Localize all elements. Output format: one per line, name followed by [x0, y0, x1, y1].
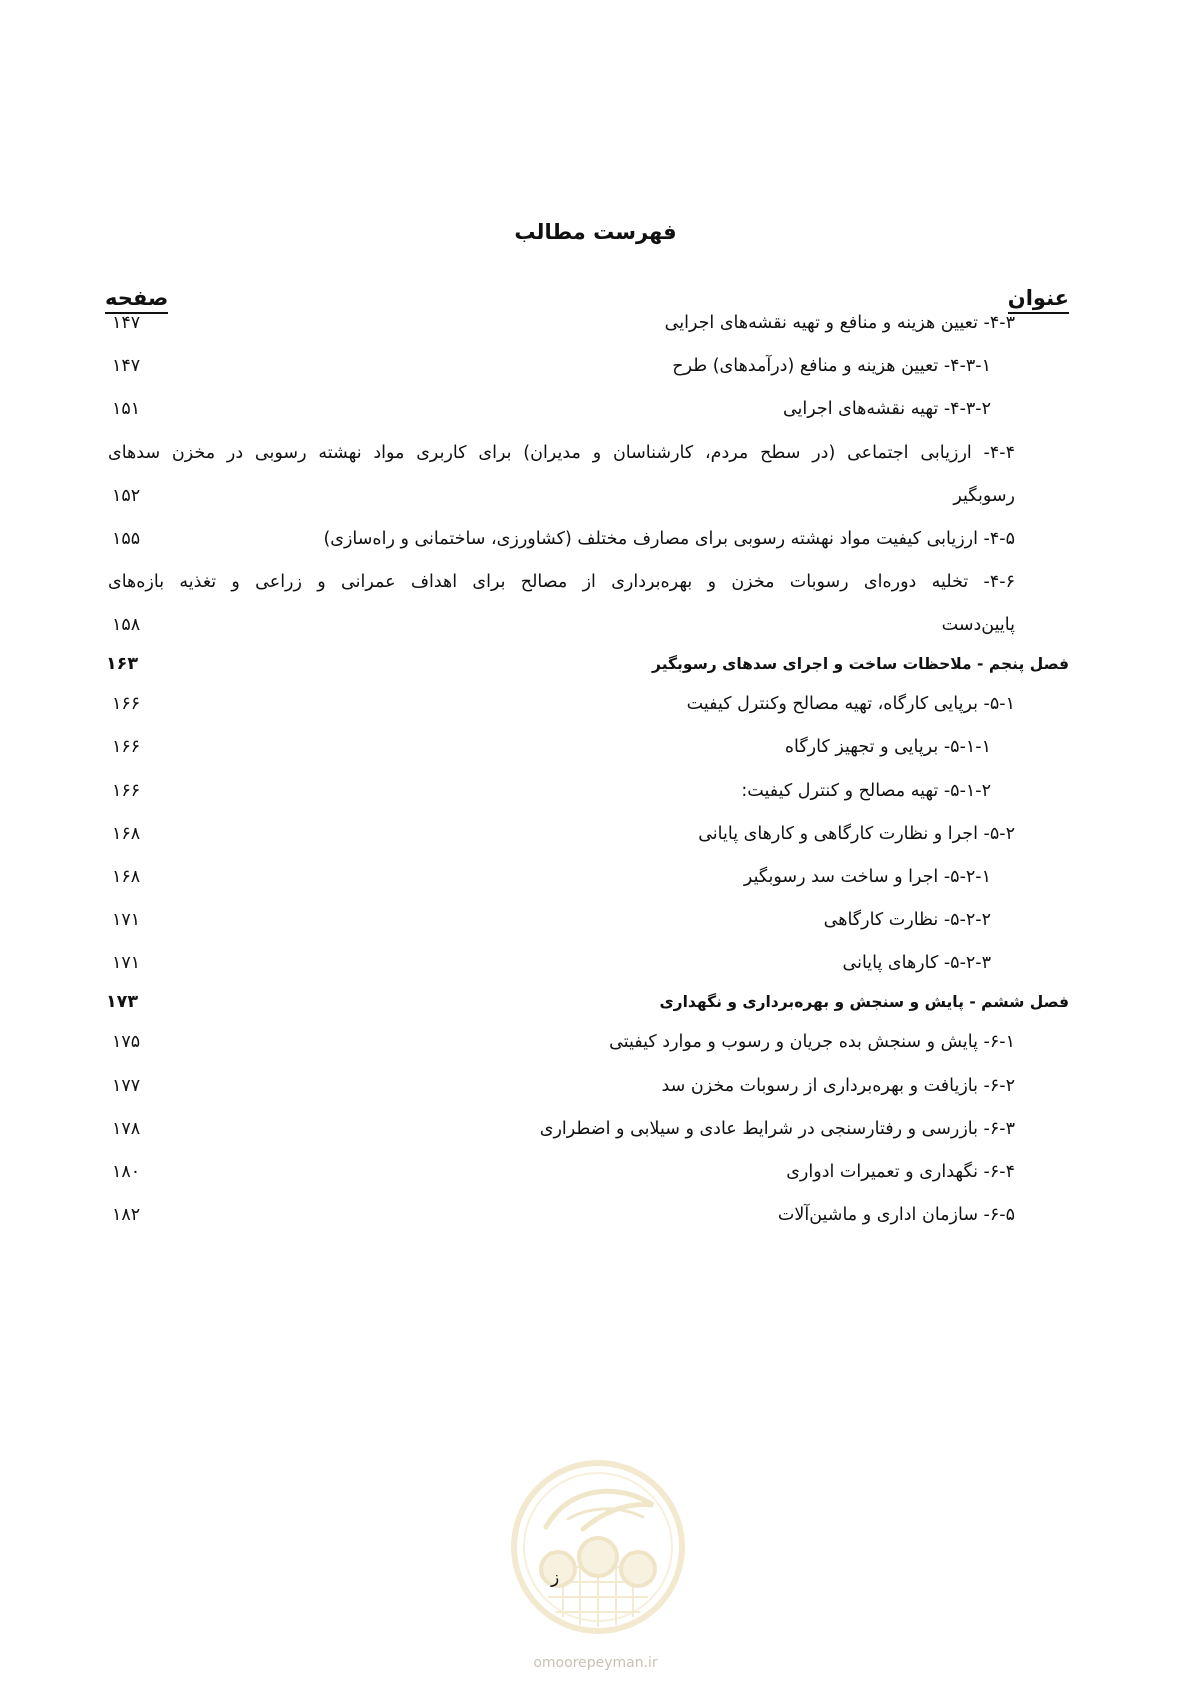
toc-entry-page: ۱۸۲ [112, 1205, 141, 1225]
toc-entry-label: ۵-۲- اجرا و نظارت کارگاهی و کارهای پایانی [698, 824, 1015, 844]
toc-entry-page: ۱۶۶ [112, 737, 141, 757]
toc-chapter-page: ۱۶۳ [106, 654, 139, 674]
toc-entry-label: ۶-۳- بازرسی و رفتارسنجی در شرایط عادی و سیلابی و اضطراری [539, 1119, 1015, 1139]
toc-entry-label: ۴-۳-۲- تهیه نقشه‌های اجرایی [782, 399, 991, 419]
toc-entry-5-1[interactable] [112, 687, 1015, 721]
toc-entry-label: ۵-۲-۲- نظارت کارگاهی [823, 910, 991, 930]
toc-entry-label: ۶-۵- سازمان اداری و ماشین‌آلات [777, 1205, 1015, 1225]
toc-entry-4-5[interactable] [112, 522, 1015, 556]
toc-chapter-label: فصل ششم - پایش و سنجش و بهره‌برداری و نگهداری [659, 993, 1069, 1011]
toc-entry-page: ۱۷۱ [112, 953, 141, 973]
toc-chapter-page: ۱۷۳ [106, 992, 139, 1012]
toc-entry-6-5[interactable] [112, 1198, 1015, 1232]
toc-entry-label: رسوبگیر [953, 486, 1015, 506]
toc-entry-4-3-2[interactable] [112, 392, 1015, 426]
toc-entry-page: ۱۶۸ [112, 824, 141, 844]
toc-entry-label: ۴-۳- تعیین هزینه و منافع و تهیه نقشه‌های اجرایی [664, 313, 1015, 333]
toc-entry-4-3-1[interactable] [112, 349, 1015, 383]
toc-entry-page: ۱۶۶ [112, 781, 141, 801]
toc-entry-page: ۱۸۰ [112, 1162, 141, 1182]
toc-entry-page: ۱۵۱ [112, 399, 141, 419]
toc-entry-4-6[interactable] [108, 565, 1015, 599]
toc-entry-label: ۵-۲-۱- اجرا و ساخت سد رسوبگیر [743, 867, 991, 887]
toc-entry-label: ۶-۴- نگهداری و تعمیرات ادواری [786, 1162, 1015, 1182]
toc-entry-label: ۶-۱- پایش و سنجش بده جریان و رسوب و موارد کیفیتی [609, 1032, 1015, 1052]
toc-entry-4-4-continued[interactable] [112, 479, 1015, 513]
toc-entry-6-3[interactable] [112, 1112, 1015, 1146]
toc-entry-6-4[interactable] [112, 1155, 1015, 1189]
toc-entry-page: ۱۴۷ [112, 356, 141, 376]
toc-entry-label: ۵-۱-۲- تهیه مصالح و کنترل کیفیت: [741, 781, 991, 801]
toc-entry-label: ۴-۴- ارزیابی اجتماعی (در سطح مردم، کارشناسان و مدیران) برای کاربری مواد نهشته رسوبی در مخزن سدهای [108, 443, 1015, 463]
toc-entry-page: ۱۷۱ [112, 910, 141, 930]
toc-entry-5-2[interactable] [112, 817, 1015, 851]
toc-entry-6-1[interactable] [112, 1025, 1015, 1059]
toc-entry-label: پایین‌دست [941, 615, 1015, 635]
toc-entry-label: ۶-۲- بازیافت و بهره‌برداری از رسوبات مخزن سد [661, 1076, 1015, 1096]
toc-entry-4-4[interactable] [108, 436, 1015, 470]
column-header-page: صفحه [105, 286, 168, 314]
toc-entry-page: ۱۶۸ [112, 867, 141, 887]
toc-entry-5-2-1[interactable] [112, 860, 1015, 894]
toc-entry-4-6-continued[interactable] [112, 608, 1015, 642]
toc-chapter-5[interactable] [106, 647, 1069, 681]
toc-entry-label: ۴-۳-۱- تعیین هزینه و منافع (درآمدهای) طرح [672, 356, 991, 376]
toc-entry-6-2[interactable] [112, 1069, 1015, 1103]
toc-chapter-6[interactable] [106, 985, 1069, 1019]
toc-entry-4-3[interactable] [112, 306, 1015, 340]
toc-entry-5-2-3[interactable] [112, 946, 1015, 980]
toc-entry-label: ۵-۲-۳- کارهای پایانی [842, 953, 991, 973]
toc-entry-label: ۵-۱- برپایی کارگاه، تهیه مصالح وکنترل کیفیت [686, 694, 1015, 714]
toc-entry-5-1-2[interactable] [112, 774, 1015, 808]
page-title: فهرست مطالب [514, 220, 677, 244]
toc-chapter-label: فصل پنجم - ملاحظات ساخت و اجرای سدهای رسوبگیر [652, 655, 1069, 673]
toc-entry-label: ۴-۵- ارزیابی کیفیت مواد نهشته رسوبی برای مصارف مختلف (کشاورزی، ساختمانی و راه‌سازی) [323, 529, 1015, 549]
toc-entry-5-1-1[interactable] [112, 730, 1015, 764]
toc-entry-page: ۱۵۵ [112, 529, 141, 549]
toc-entry-page: ۱۵۸ [112, 615, 141, 635]
column-header-title: عنوان [1008, 286, 1069, 314]
toc-entry-label: ۴-۶- تخلیه دوره‌ای رسوبات مخزن و بهره‌برداری از مصالح برای اهداف عمرانی و زراعی و تغذیه بازه‌های [108, 572, 1015, 592]
toc-entry-5-2-2[interactable] [112, 903, 1015, 937]
toc-entry-page: ۱۷۸ [112, 1119, 141, 1139]
toc-entry-label: ۵-۱-۱- برپایی و تجهیز کارگاه [784, 737, 991, 757]
toc-entry-page: ۱۴۷ [112, 313, 141, 333]
toc-entry-page: ۱۵۲ [112, 486, 141, 506]
toc-entry-page: ۱۷۵ [112, 1032, 141, 1052]
page-number: ز [551, 1568, 560, 1588]
toc-entry-page: ۱۶۶ [112, 694, 141, 714]
toc-entry-page: ۱۷۷ [112, 1076, 141, 1096]
watermark-site: omoorepeyman.ir [533, 1655, 658, 1671]
watermark-logo-icon [508, 1457, 688, 1637]
